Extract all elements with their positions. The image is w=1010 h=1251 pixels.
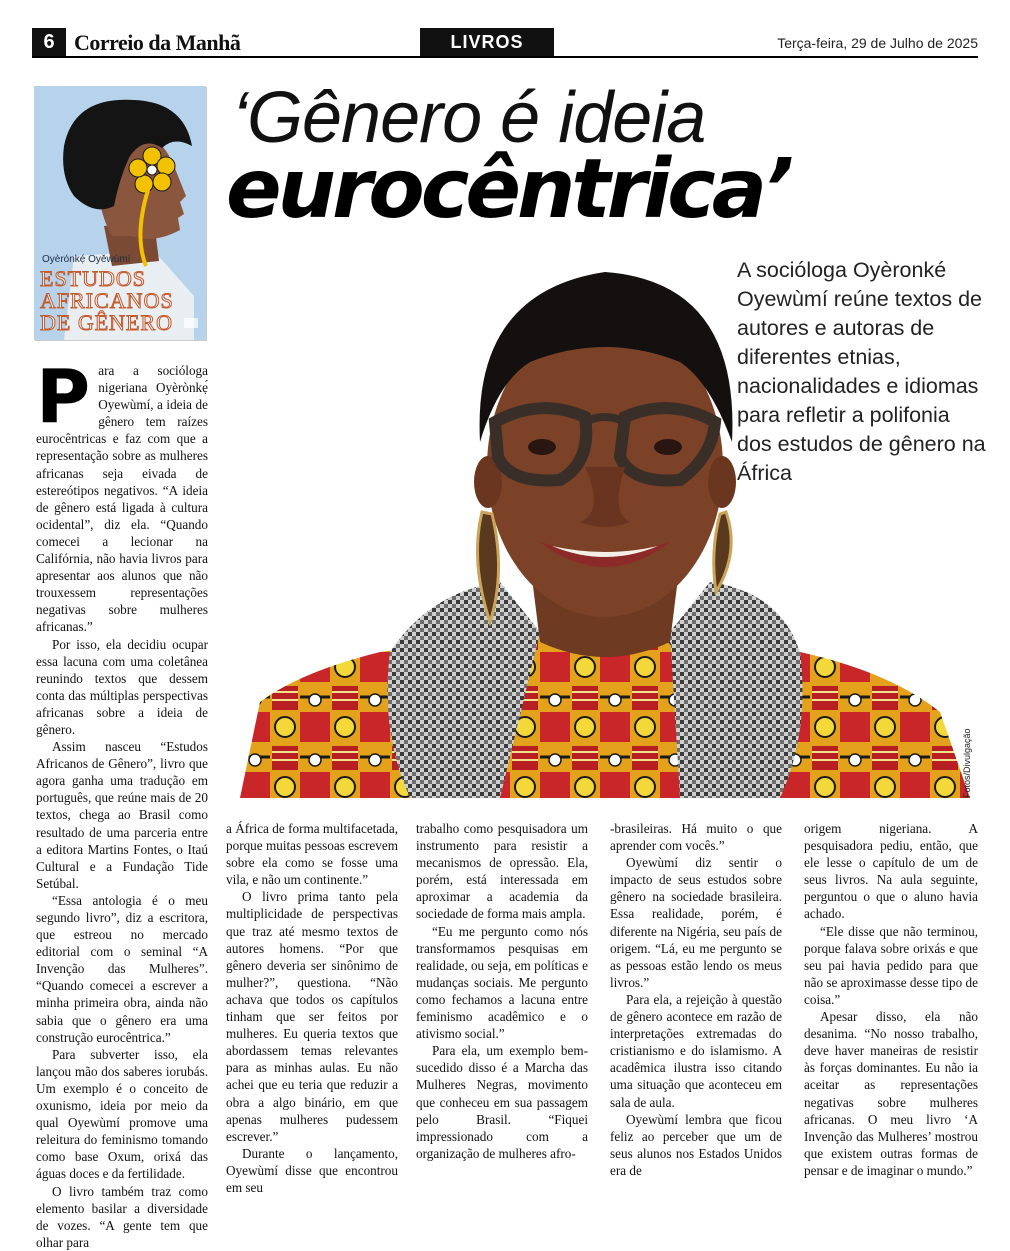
paragraph: O livro prima tanto pela multiplicidade de perspectivas que traz até mesmo textos de autores homens. “Por que gênero deveria ser sinônimo de mulher?”, questiona. “Não achava que todos os capítulos tinham que ser feitos por mulheres. Eu queria textos que abordassem temas relevantes para as minhas aulas. Eu não achei que eu teria que reduzir a obra a algo binário, em que apenas mulheres pudessem escrever.” [226, 889, 398, 1144]
newspaper-name: Correio da Manhã [74, 30, 241, 55]
article-column-5 [804, 820, 978, 1179]
book-author: Oyèrónkẹ́ Oyěwùmí [42, 254, 131, 265]
paragraph: ara a socióloga nigeriana Oyèrònkẹ́ Oyewùmí, a ideia de gênero tem raízes eurocêntricas e faz com que a representação sobre as mulheres africanas seja eivada de estereótipos negativos. “A ideia de gênero está ligada à cultura ocidental”, diz ela. “Quando comecei a lecionar na Califórnia, não havia livros para apresentar aos alunos que não trouxessem representações negativas sobre mulheres africanas.” [36, 363, 208, 635]
section-label: LIVROS [420, 28, 554, 56]
paragraph: “Essa antologia é o meu segundo livro”, diz a escritora, que estreou no mercado editorial com o seminal “A Invenção das Mulheres”. “Quando comecei a escrever a minha primeira obra, ainda não sabia que o gênero era uma construção eurocêntrica.” [36, 892, 208, 1045]
paragraph: Para ela, um exemplo bem-sucedido disso é a Marcha das Mulheres Negras, movimento que conheceu em sua passagem pelo Brasil. “Fiquei impressionado com a organização de mulheres afro- [416, 1043, 588, 1161]
headline-line-1: ‘Gênero é ideia [232, 78, 706, 158]
paragraph: Por isso, ela decidiu ocupar essa lacuna com uma coletânea reunindo textos que dessem conta das múltiplas perspectivas africanas sobre a ideia de gênero. [36, 636, 208, 737]
book-title-line: DE GÊNERO [40, 310, 174, 335]
article-column-3 [416, 820, 588, 1162]
photo-credit: Fotos/Divulgação [962, 728, 972, 798]
paragraph: trabalho como pesquisadora um instrumento para resistir a mecanismos de opressão. Ela, porém, está interessada em aproximar a academia da sociedade de forma mais ampla. [416, 821, 588, 922]
issue-date: Terça-feira, 29 de Julho de 2025 [777, 35, 978, 51]
paragraph: Oyewùmí lembra que ficou feliz ao perceber que um de seus alunos nos Estados Unidos era de [610, 1111, 782, 1178]
article-dek: A socióloga Oyèronké Oyewùmí reúne textos de autores e autoras de diferentes etnias, nacionalidades e idiomas para refletir a polifonia dos estudos de gênero na África [737, 258, 986, 485]
paragraph: Assim nasceu “Estudos Africanos de Gênero”, livro que agora ganha uma tradução em português, que reúne mais de 20 textos, chega ao Brasil como resultado de uma parceria entre a editora Martins Fontes, o Itaú Cultural e a Fundação Tide Setúbal. [36, 739, 208, 891]
headline-line-2: eurocêntrica’ [226, 142, 791, 237]
paragraph: a África de forma multifacetada, porque muitas pessoas escrevem sobre ela como se fosse uma vila, e não um continente.” [226, 821, 398, 888]
book-title-line: AFRICANOS [40, 288, 174, 313]
article-column-2 [226, 820, 398, 1196]
book-cover [34, 86, 206, 340]
paragraph: Para ela, a rejeição à questão de gênero acontece em razão de interpretações extremadas do cristianismo e do islamismo. A acadêmica ilustra isso citando uma situação que aconteceu em sala de aula. [610, 991, 782, 1110]
book-title [40, 268, 174, 334]
paragraph: Durante o lançamento, Oyewùmí disse que encontrou em seu [226, 1145, 398, 1195]
paragraph: Oyewùmí diz sentir o impacto de seus estudos sobre gênero na sociedade brasileira. Essa realidade, porém, é diferente na Nigéria, seu país de origem. “Lá, eu me pergunto se as pessoas estão lendo os meus livros.” [610, 855, 782, 990]
paragraph: O livro também traz como elemento basilar a diversidade de vozes. “A gente tem que olhar para [36, 1183, 208, 1250]
drop-cap: P [36, 354, 91, 440]
paragraph: Para subverter isso, ela lançou mão dos saberes iorubás. Um exemplo é o conceito de oxunismo, ideia por meio da qual Oyewùmí promove uma releitura do feminismo tomando como base Oxum, orixá das águas doces e da fertilidade. [36, 1046, 208, 1182]
paragraph: origem nigeriana. A pesquisadora pediu, então, que ele lesse o capítulo de um de seus livros. Na aula seguinte, perguntou o que o aluno havia achado. [804, 821, 978, 922]
article-column-1 [36, 354, 208, 1251]
page-number: 6 [32, 28, 66, 56]
paragraph: “Ele disse que não terminou, porque falava sobre orixás e que seu pai havia pedido para que não se aproximasse desse tipo de coisa.” [804, 923, 978, 1007]
paragraph: Apesar disso, ela não desanima. “No nosso trabalho, deve haver maneiras de resistir às forças dominantes. Eu não ia aceitar as representações negativas sobre mulheres africanas. O meu livro ‘A Invenção das Mulheres’ mostrou que existem outras formas de pensar e de imaginar o mundo.” [804, 1009, 978, 1178]
article-column-4 [610, 820, 782, 1179]
paragraph: “Eu me pergunto como nós transformamos pesquisas em realidade, ou seja, em políticas e mudanças sociais. Me pergunto como fechamos a lacuna entre feminismo acadêmico e o ativismo social.” [416, 923, 588, 1042]
book-title-line: ESTUDOS [40, 266, 147, 291]
masthead [32, 28, 978, 58]
paragraph: -brasileiras. Há muito o que aprender com vocês.” [610, 821, 782, 854]
